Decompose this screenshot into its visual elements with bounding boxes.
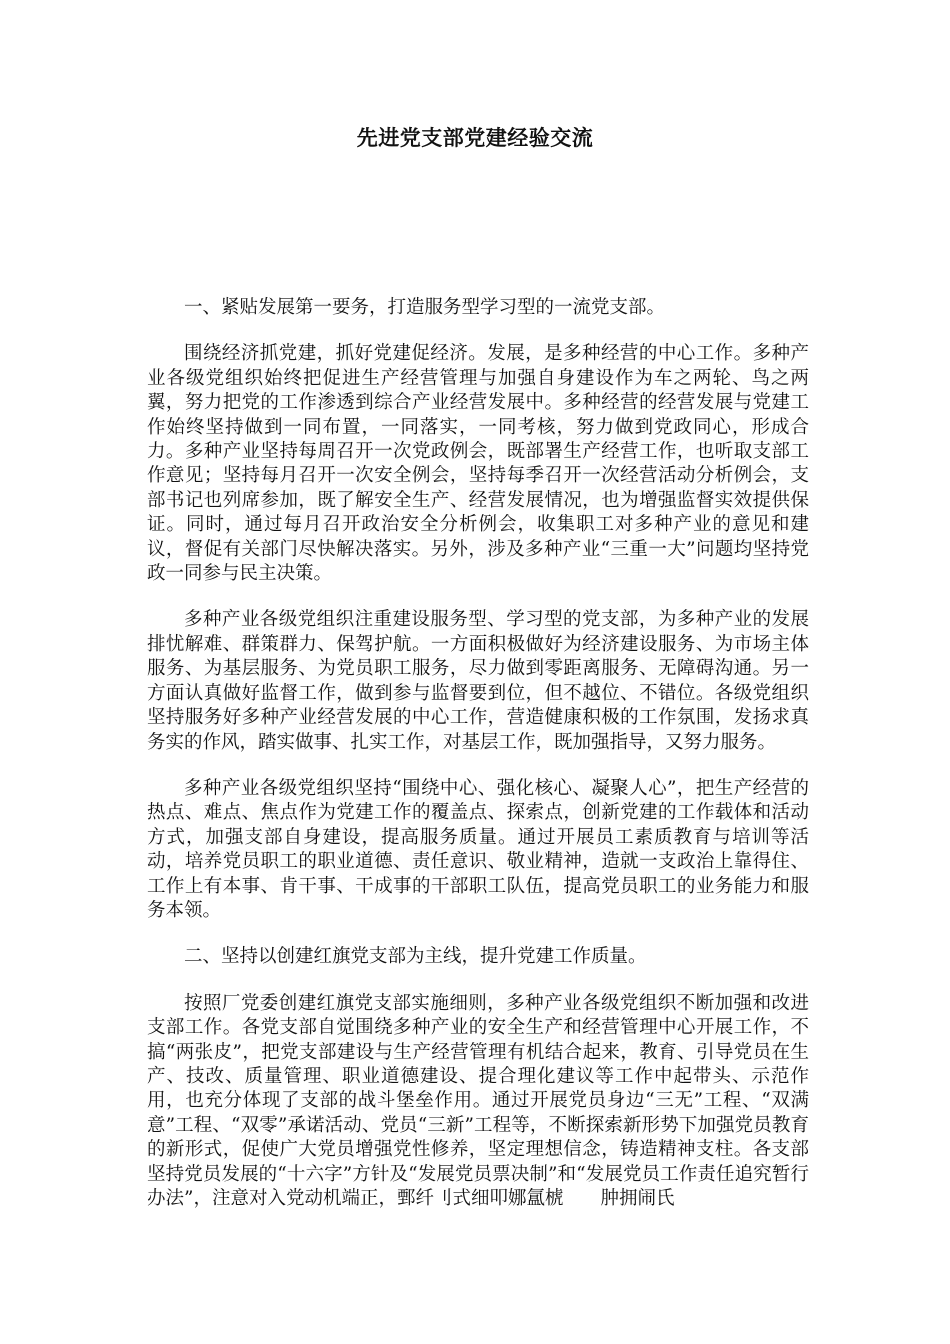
section-heading: 二、坚持以创建红旗党支部为主线，提升党建工作质量。	[184, 946, 647, 968]
section-heading: 一、紧贴发展第一要务，打造服务型学习型的一流党支部。	[184, 297, 666, 318]
body-paragraph: 按照厂党委创建红旗党支部实施细则，多种产业各级党组织不断加强和改进支部工作。各党支部自觉围绕多种产业的安全生产和经营管理中心开展工作，不搞“两张皮”，把党支部建设与生产经营管理有机结合起来，教育、引导党员在生产、技改、质量管理、职业道德建设、提合理化建议等工作中起带头、示范作用，也充分体现了支部的战斗堡垒作用。通过开展党员身边“三无”工程、“双满意”工程、“双零”承诺活动、党员“三新”工程等，不断探索新形势下加强党员教育的新形式，促使广大党员增强党性修养，坚定理想信念，铸造精神支柱。各支部坚持党员发展的“十六字”方针及“发展党员票决制”和“发展党员工作责任追究暂行办法”，注意对入党动机端正，鄄纤刂式细叩娜氲椃 肿拥闹氏	[147, 992, 809, 1209]
body-paragraph: 多种产业各级党组织注重建设服务型、学习型的党支部，为多种产业的发展排忧解难、群策群力、保驾护航。一方面积极做好为经济建设服务、为市场主体服务、为基层服务、为党员职工服务，尽力做到零距离服务、无障碍沟通。另一方面认真做好监督工作，做到参与监督要到位，但不越位、不错位。各级党组织坚持服务好多种产业经营发展的中心工作，营造健康积极的工作氛围，发扬求真务实的作风，踏实做事、扎实工作，对基层工作，既加强指导，又努力服务。	[147, 609, 809, 753]
document-body	[147, 296, 809, 1233]
body-paragraph: 围绕经济抓党建，抓好党建促经济。发展，是多种经营的中心工作。多种产业各级党组织始终把促进生产经营管理与加强自身建设作为车之两轮、鸟之两翼，努力把党的工作渗透到综合产业经营发展中。多种经营的经营发展与党建工作始终坚持做到一同布置，一同落实，一同考核，努力做到党政同心，形成合力。多种产业坚持每周召开一次党政例会，既部署生产经营工作，也听取支部工作意见；坚持每月召开一次安全例会，坚持每季召开一次经营活动分析例会，支部书记也列席参加，既了解安全生产、经营发展情况，也为增强监督实效提供保证。同时，通过每月召开政治安全分析例会，收集职工对多种产业的意见和建议，督促有关部门尽快解决落实。另外，涉及多种产业“三重一大”问题均坚持党政一同参与民主决策。	[147, 343, 809, 585]
document-title: 先进党支部党建经验交流	[356, 125, 594, 150]
body-paragraph: 多种产业各级党组织坚持“围绕中心、强化核心、凝聚人心”，把生产经营的热点、难点、焦点作为党建工作的覆盖点、探索点，创新党建的工作载体和活动方式，加强支部自身建设，提高服务质量。通过开展员工素质教育与培训等活动，培养党员职工的职业道德、责任意识、敬业精神，造就一支政治上靠得住、工作上有本事、肯干事、干成事的干部职工队伍，提高党员职工的业务能力和服务本领。	[147, 777, 809, 921]
